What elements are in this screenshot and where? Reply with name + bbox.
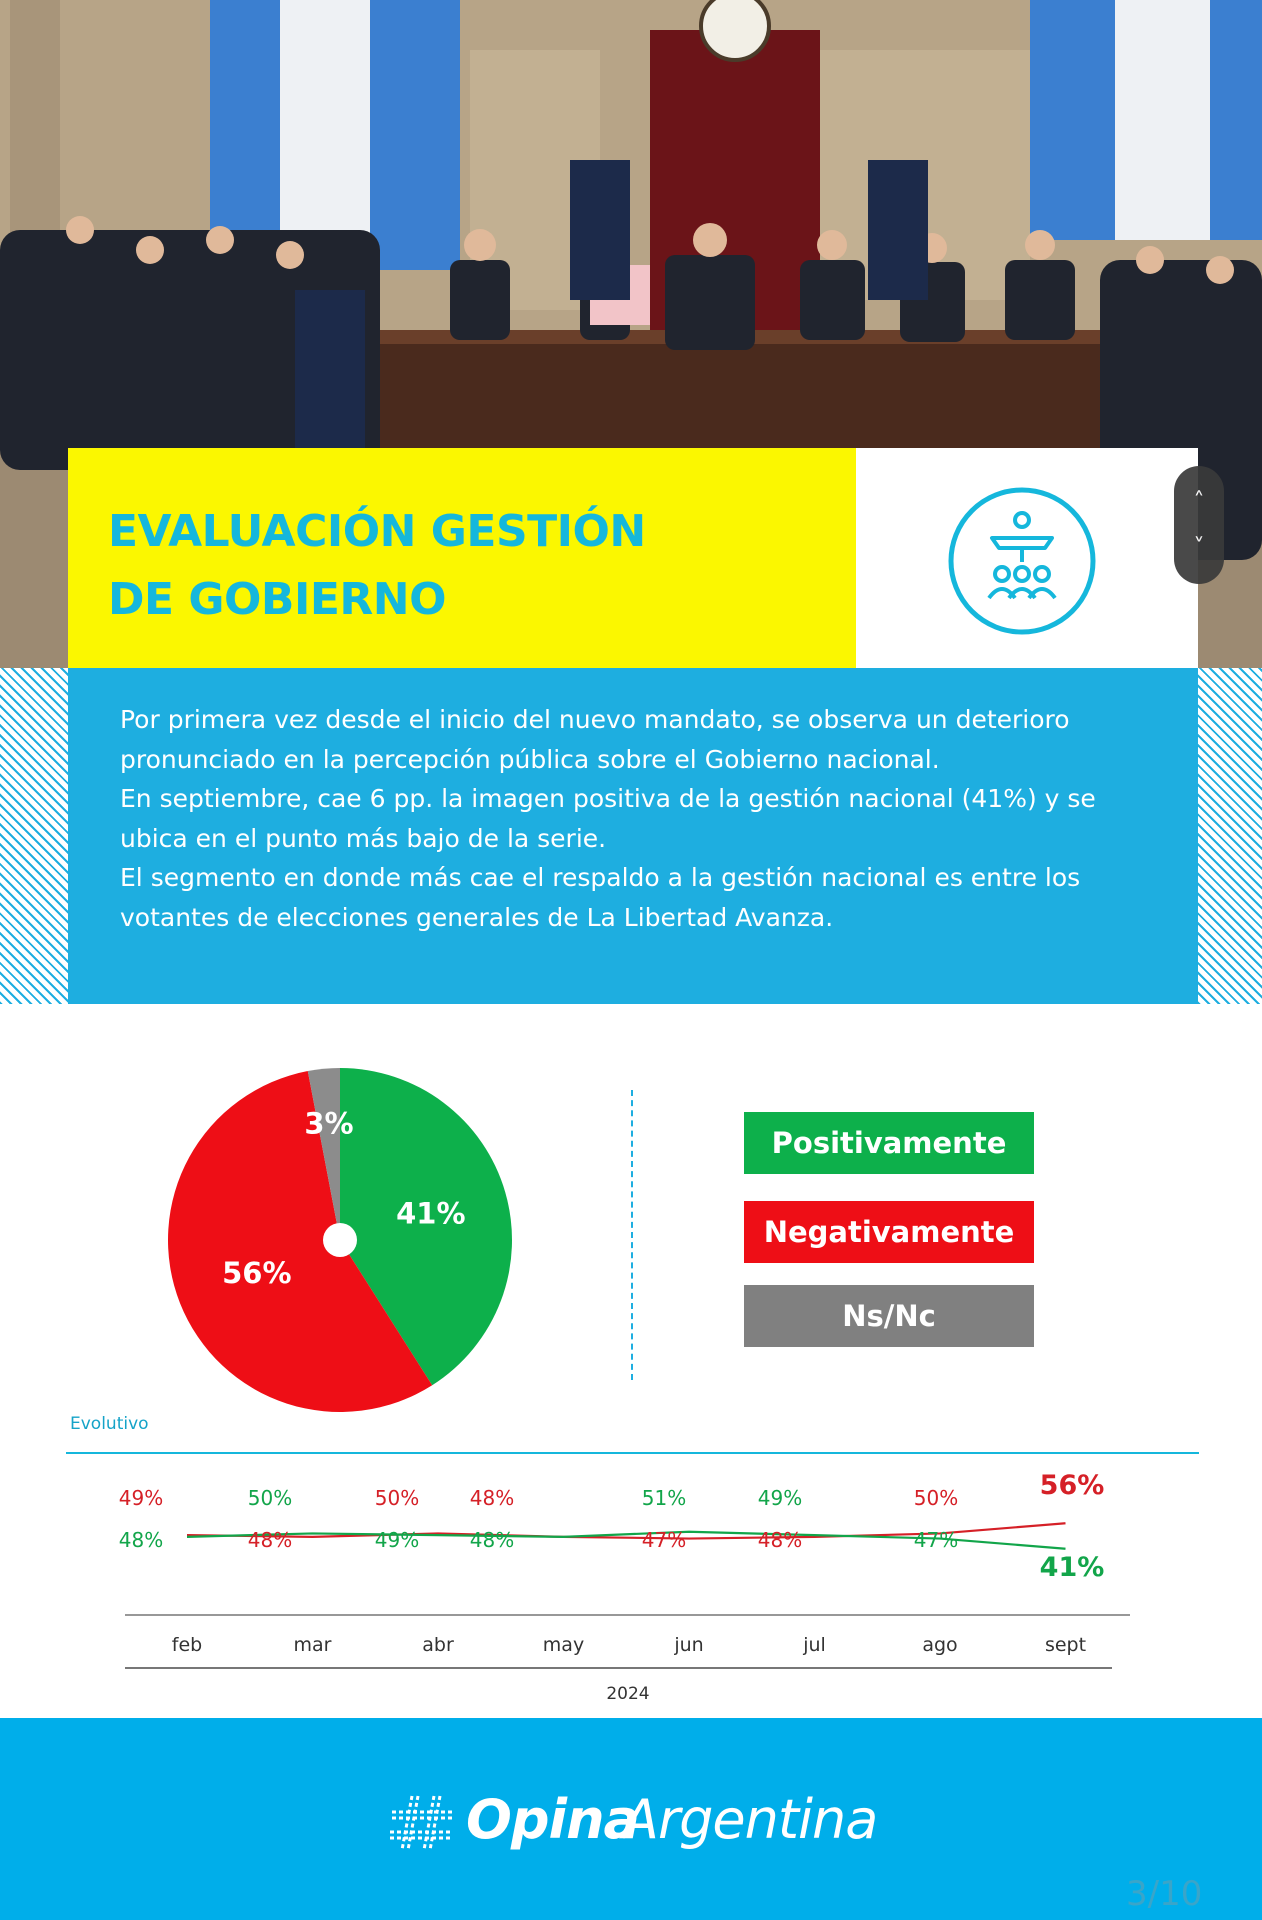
data-label-positivamente: 41% [1039,1552,1105,1583]
pie-chart [150,1050,530,1430]
data-label-negativamente: 56% [1039,1470,1105,1501]
summary-paragraph-1: Por primera vez desde el inicio del nuevo mandato, se observa un deterioro pronunciado en la percepción pública sobre el Gobierno nacional. [120,705,1070,774]
footer [0,1718,1262,1920]
x-tick-label: may [542,1634,585,1656]
data-label-positivamente: 49% [757,1486,803,1510]
x-tick-label: jul [803,1634,826,1656]
pie-label-nsnc: 3% [304,1106,354,1141]
scroll-up-icon[interactable]: ˄ [1193,489,1205,514]
brand-name-opina: Opina [466,1788,639,1851]
data-label-positivamente: 51% [641,1486,687,1510]
x-tick-label: mar [293,1634,332,1656]
pie-label-negativamente: 56% [222,1255,292,1290]
podium-audience-icon [947,486,1097,636]
summary-paragraph-3: El segmento en donde más cae el respaldo a la gestión nacional es entre los votantes de elecciones generales de La Libertad Avanza. [120,863,1081,932]
data-label-positivamente: 48% [469,1528,515,1552]
pie-label-positivamente: 41% [396,1196,466,1231]
hashtag-logo-icon [390,1794,456,1852]
data-label-negativamente: 48% [247,1528,293,1552]
data-label-negativamente: 50% [913,1486,959,1510]
evolutivo-rule [66,1452,1199,1454]
data-label-negativamente: 47% [641,1528,687,1552]
data-label-positivamente: 49% [374,1528,420,1552]
page-title [108,498,828,634]
x-axis-label: 2024 [606,1684,650,1704]
chart-divider [631,1090,633,1380]
scroll-down-icon[interactable]: ˅ [1193,535,1205,560]
summary-text [120,700,1160,937]
x-tick-label: jun [674,1634,704,1656]
scroll-control[interactable] [1174,466,1224,584]
x-tick-label: feb [171,1634,203,1656]
x-tick-label: abr [422,1634,454,1656]
hatch-decoration-left [0,668,68,1004]
data-label-negativamente: 48% [757,1528,803,1552]
summary-paragraph-2: En septiembre, cae 6 pp. la imagen positiva de la gestión nacional (41%) y se ubica en el punto más bajo de la serie. [120,784,1096,853]
data-label-positivamente: 48% [118,1528,164,1552]
legend-negativamente: Negativamente [744,1201,1034,1263]
x-tick-label: sept [1044,1634,1087,1656]
data-label-negativamente: 48% [469,1486,515,1510]
icon-panel [856,448,1198,668]
data-label-negativamente: 49% [118,1486,164,1510]
x-tick-label: ago [922,1634,958,1656]
data-label-positivamente: 50% [247,1486,293,1510]
pie-center-dot [323,1223,357,1257]
legend-nsnc: Ns/Nc [744,1285,1034,1347]
evolutivo-line-chart [0,1460,1262,1710]
data-label-negativamente: 50% [374,1486,420,1510]
hatch-decoration-right [1198,668,1262,1004]
summary-box [68,668,1198,1004]
page-title-line-1: EVALUACIÓN GESTIÓN [108,506,646,557]
page-indicator: 3/10 [1126,1874,1203,1914]
page-title-line-2: DE GOBIERNO [108,574,446,625]
title-banner [68,448,856,668]
brand-name-argentina: Argentina [622,1788,878,1851]
data-label-positivamente: 47% [913,1528,959,1552]
legend-positivamente: Positivamente [744,1112,1034,1174]
evolutivo-label: Evolutivo [70,1414,149,1434]
